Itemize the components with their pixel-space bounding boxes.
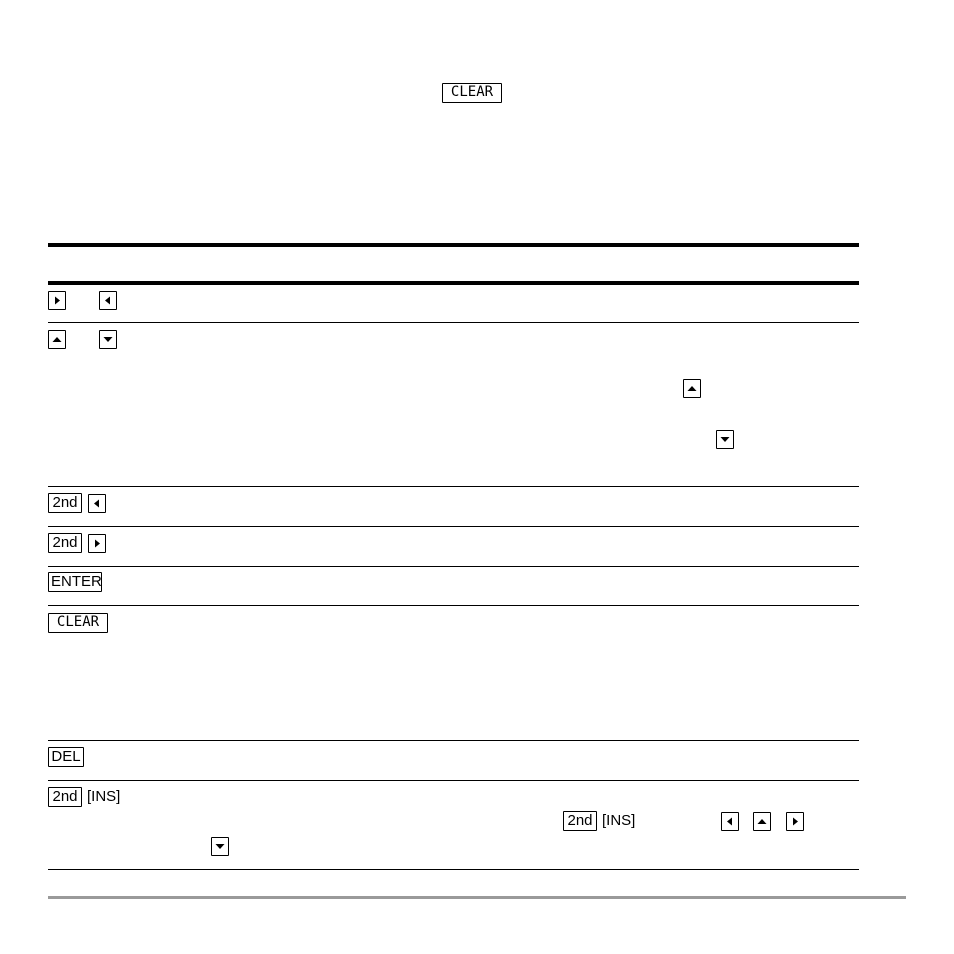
inline-left-arrow-key-icon [721,812,739,831]
row-divider [48,526,859,527]
up-arrow-key-icon [48,330,66,349]
left-arrow-key-icon [88,494,106,513]
table-header-rule [48,281,859,285]
row-divider [48,322,859,323]
inline-up-arrow-key-icon [683,379,701,398]
second-key: 2nd [48,533,82,553]
second-key: 2nd [48,787,82,807]
ins-key-label: [INS] [87,788,121,805]
del-key: DEL [48,747,84,767]
inline-up-arrow-key-icon [753,812,771,831]
inline-right-arrow-key-icon [786,812,804,831]
second-key: 2nd [48,493,82,513]
row-divider [48,486,859,487]
clear-key: CLEAR [48,613,108,633]
inline-down-arrow-key-icon [211,837,229,856]
inline-ins-key-label: [INS] [602,812,636,829]
row-divider [48,605,859,606]
right-arrow-key-icon [88,534,106,553]
inline-down-arrow-key-icon [716,430,734,449]
row-divider [48,740,859,741]
footer-rule [48,896,906,899]
right-arrow-key-icon [48,291,66,310]
down-arrow-key-icon [99,330,117,349]
enter-key: ENTER [48,572,102,592]
table-top-rule [48,243,859,247]
left-arrow-key-icon [99,291,117,310]
row-divider [48,566,859,567]
inline-second-key: 2nd [563,811,597,831]
row-divider [48,780,859,781]
intro-clear-key: CLEAR [442,83,502,103]
table-bottom-rule [48,869,859,870]
